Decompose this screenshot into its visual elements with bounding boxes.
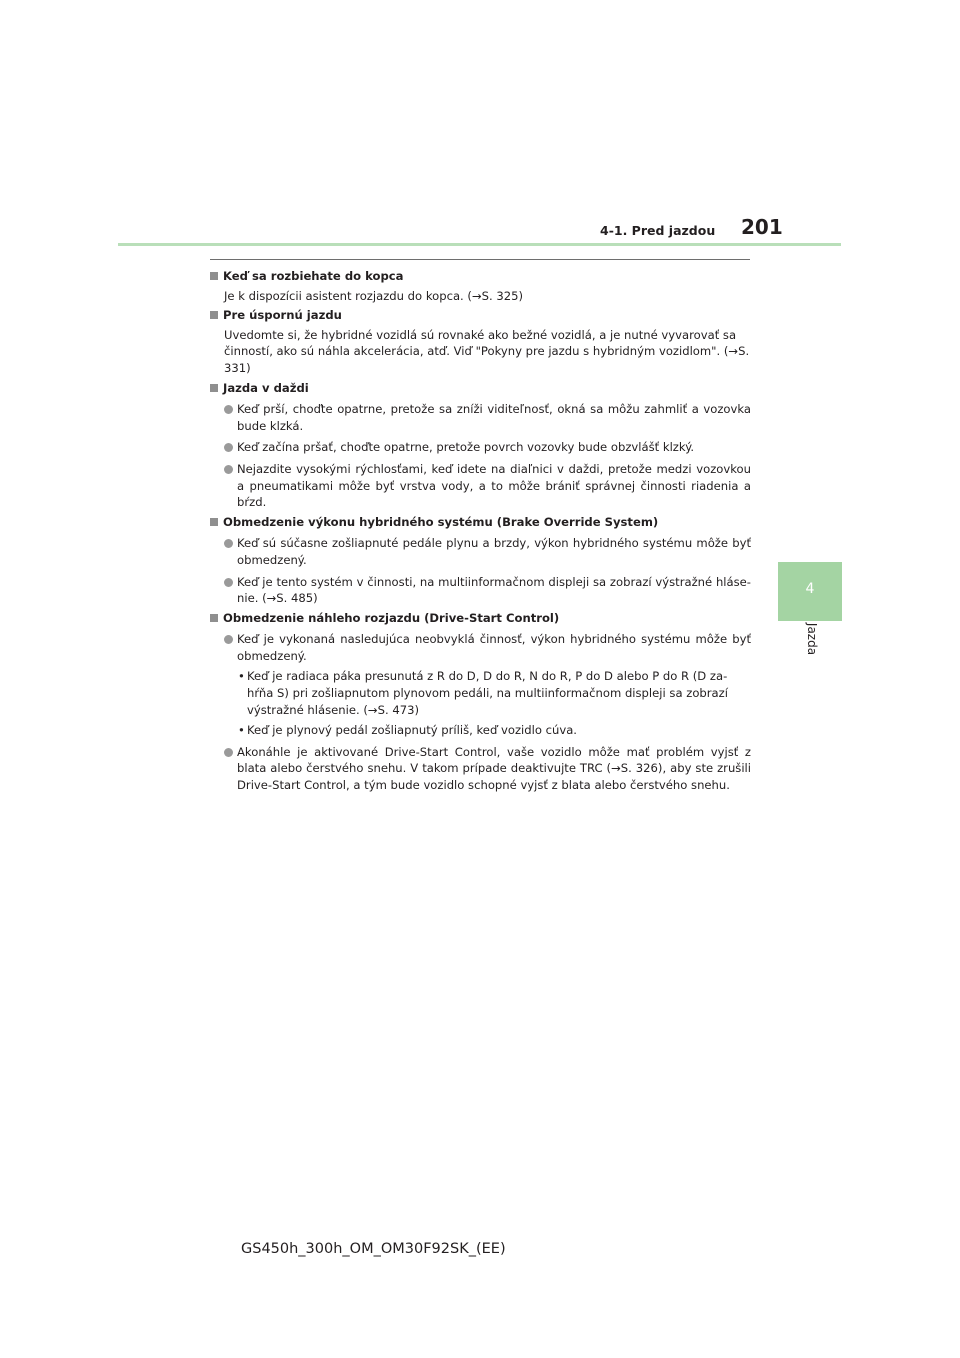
section-hill-start [210,268,751,304]
small-bullet-icon: • [238,669,245,684]
square-bullet-icon [210,272,218,280]
list-item: Nejazdite vysokými rýchlosťami, keď idete na diaľnici v daždi, pretože medzi vozovkou a pneumatikami môže byť vrstva vody, a to môže brániť správnej činnosti riadenia a bŕzd. [210,461,751,511]
section-heading: Pre úspornú jazdu [223,308,342,323]
section-heading: Keď sa rozbiehate do kopca [223,269,404,283]
page-content [210,268,751,797]
section-drive-start-control [210,610,751,794]
list-item: Keď sú súčasne zošliapnuté pedále plynu a brzdy, výkon hybridného systému môže byť obmedzený. [210,535,751,568]
section-brake-override [210,514,751,607]
round-bullet-icon [224,635,233,644]
section-rain-driving [210,380,751,511]
round-bullet-icon [224,405,233,414]
header-rule [118,243,841,246]
chapter-tab-label: Jazda [805,622,819,656]
round-bullet-icon [224,748,233,757]
page-number: 201 [741,215,783,239]
square-bullet-icon [210,518,218,526]
section-heading: Obmedzenie náhleho rozjazdu (Drive-Start Control) [223,610,560,625]
round-bullet-icon [224,539,233,548]
section-text: Uvedomte si, že hybridné vozidlá sú rovnaké ako bežné vozidlá, a je nutné vyvarovať sa činností, ako sú náhla akcelerácia, atď. Viď "Pokyny pre jazdu s hybridným vozidlom". (→S. 331) [224,327,750,375]
square-bullet-icon [210,384,218,392]
section-text: Je k dispozícii asistent rozjazdu do kopca. (→S. 325) [224,288,524,303]
round-bullet-icon [224,578,233,587]
sub-list-item: • Keď je radiaca páka presunutá z R do D, D do R, N do R, P do D alebo P do R (D za-hŕňa S) pri zošliapnutom plynovom pedáli, na multiinformačnom displeji sa zobrazí výstražné hlásenie. (→S. 473) [238,669,728,717]
list-item: Akonáhle je aktivované Drive-Start Control, vaše vozidlo môže mať problém vyjsť z blata alebo čerstvého snehu. V takom prípade deaktivujte TRC (→S. 326), aby ste zrušili Drive-Start Control, a tým bude vozidlo schopné vyjsť z blata alebo čerstvého snehu. [210,744,751,794]
section-title: 4-1. Pred jazdou [600,223,716,238]
list-item: Keď začína pršať, choďte opatrne, pretože povrch vozovky bude obzvlášť klzký. [210,439,751,456]
content-top-rule [210,259,750,260]
section-heading: Jazda v daždi [223,380,309,395]
round-bullet-icon [224,443,233,452]
sub-list-item: • Keď je plynový pedál zošliapnutý príliš, keď vozidlo cúva. [238,723,577,738]
square-bullet-icon [210,311,218,319]
document-code: GS450h_300h_OM_OM30F92SK_(EE) [241,1241,506,1257]
section-eco-driving [210,307,751,376]
round-bullet-icon [224,465,233,474]
small-bullet-icon: • [238,723,245,738]
square-bullet-icon [210,614,218,622]
list-item: Keď je vykonaná nasledujúca neobvyklá činnosť, výkon hybridného systému môže byť obmedzený. [210,631,751,664]
section-heading: Obmedzenie výkonu hybridného systému (Brake Override System) [223,514,659,529]
chapter-tab-number: 4 [805,581,815,597]
list-item: Keď prší, choďte opatrne, pretože sa zníži viditeľnosť, okná sa môžu zahmliť a vozovka bude klzká. [210,401,751,434]
list-item: Keď je tento systém v činnosti, na multiinformačnom displeji sa zobrazí výstražné hláse-nie. (→S. 485) [210,574,751,607]
